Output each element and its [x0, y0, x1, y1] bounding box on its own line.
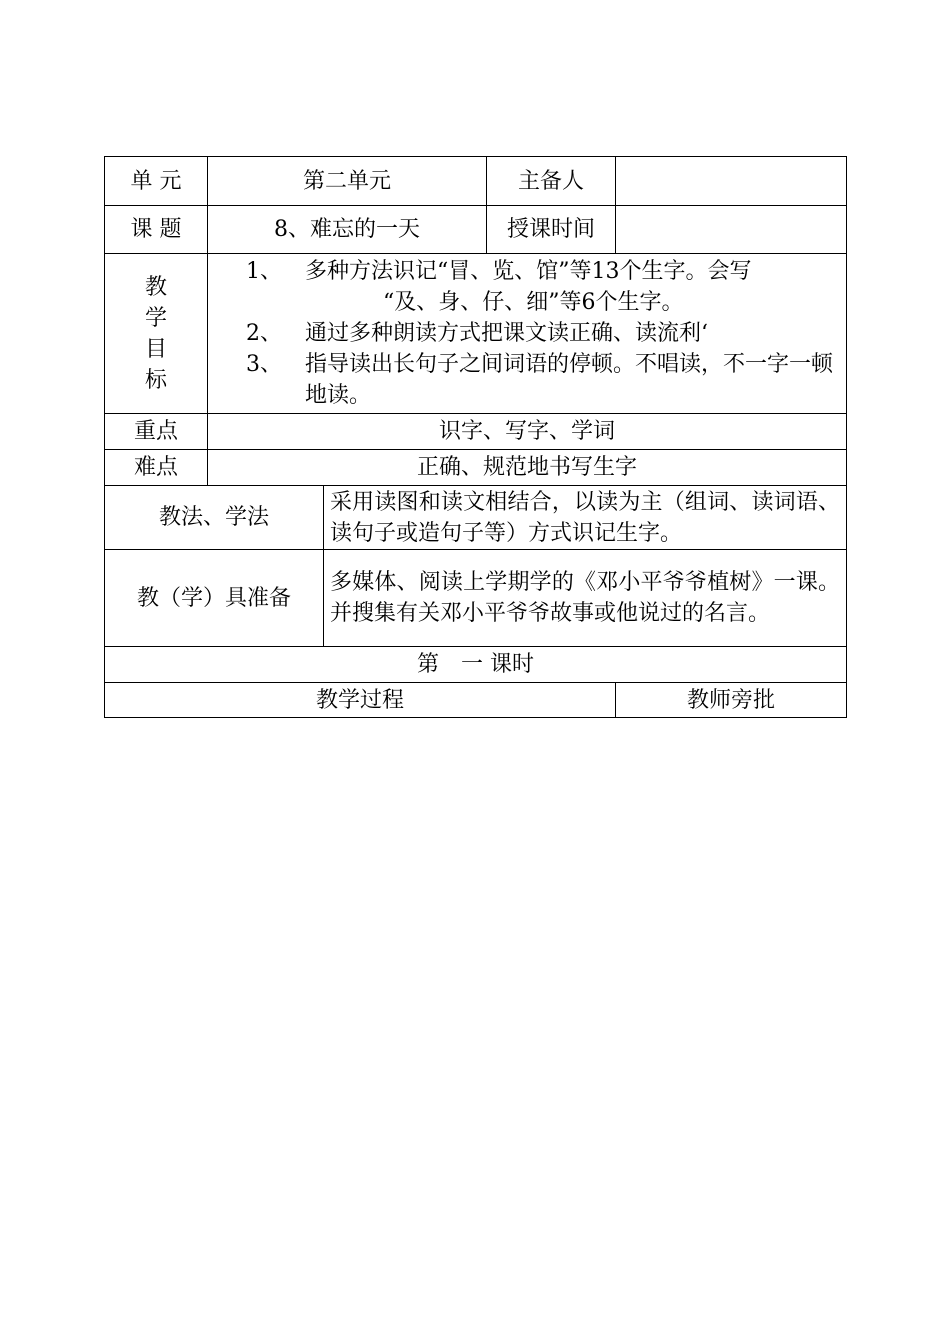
row-methods: [105, 486, 847, 550]
difficult-value: 正确、规范地书写生字: [208, 450, 847, 486]
topic-label: 课 题: [105, 206, 208, 254]
goals-label: 教 学 目 标: [105, 254, 208, 414]
topic-value: 8、难忘的一天: [208, 206, 487, 254]
goals-list: [208, 256, 840, 411]
row-key-points: [105, 414, 847, 450]
row-goals: [105, 254, 847, 414]
row-topic: [105, 206, 847, 254]
lesson-header: 第 一 课时: [105, 647, 847, 683]
goal-item-1: [208, 256, 840, 318]
method-value: 采用读图和读文相结合，以读为主（组词、读词语、读句子或造句子等）方式识记生字。: [324, 486, 847, 550]
preparer-value: [616, 157, 847, 206]
key-label: 重点: [105, 414, 208, 450]
row-unit: [105, 157, 847, 206]
row-process-header: [105, 683, 847, 718]
process-label: 教学过程: [105, 683, 616, 718]
annotation-label: 教师旁批: [616, 683, 847, 718]
goal-text-continued: “及、身、仔、细”等6个生字。: [383, 290, 684, 315]
goal-text: 通过多种朗读方式把课文读正确、读流利‘: [305, 321, 708, 346]
key-value: 识字、写字、学词: [208, 414, 847, 450]
prep-label: 教（学）具准备: [105, 550, 324, 647]
unit-label: 单 元: [105, 157, 208, 206]
lesson-plan-table: [104, 156, 847, 718]
unit-value: 第二单元: [208, 157, 487, 206]
goal-number: 1、: [246, 259, 282, 284]
method-label: 教法、学法: [105, 486, 324, 550]
goal-text: 多种方法识记“冒、览、馆”等13个生字。会写: [305, 259, 752, 284]
row-lesson-header: [105, 647, 847, 683]
preparer-label: 主备人: [487, 157, 616, 206]
difficult-label: 难点: [105, 450, 208, 486]
goals-content: [208, 254, 847, 414]
row-difficulties: [105, 450, 847, 486]
goal-number: 2、: [246, 321, 282, 346]
goal-item-2: [208, 318, 840, 349]
time-label: 授课时间: [487, 206, 616, 254]
goal-text: 指导读出长句子之间词语的停顿。不唱读，不一字一顿地读。: [305, 352, 834, 408]
row-preparation: [105, 550, 847, 647]
time-value: [616, 206, 847, 254]
goal-item-3: [208, 349, 840, 411]
prep-value: 多媒体、阅读上学期学的《邓小平爷爷植树》一课。并搜集有关邓小平爷爷故事或他说过的名言。: [324, 550, 847, 647]
goal-number: 3、: [246, 352, 282, 377]
